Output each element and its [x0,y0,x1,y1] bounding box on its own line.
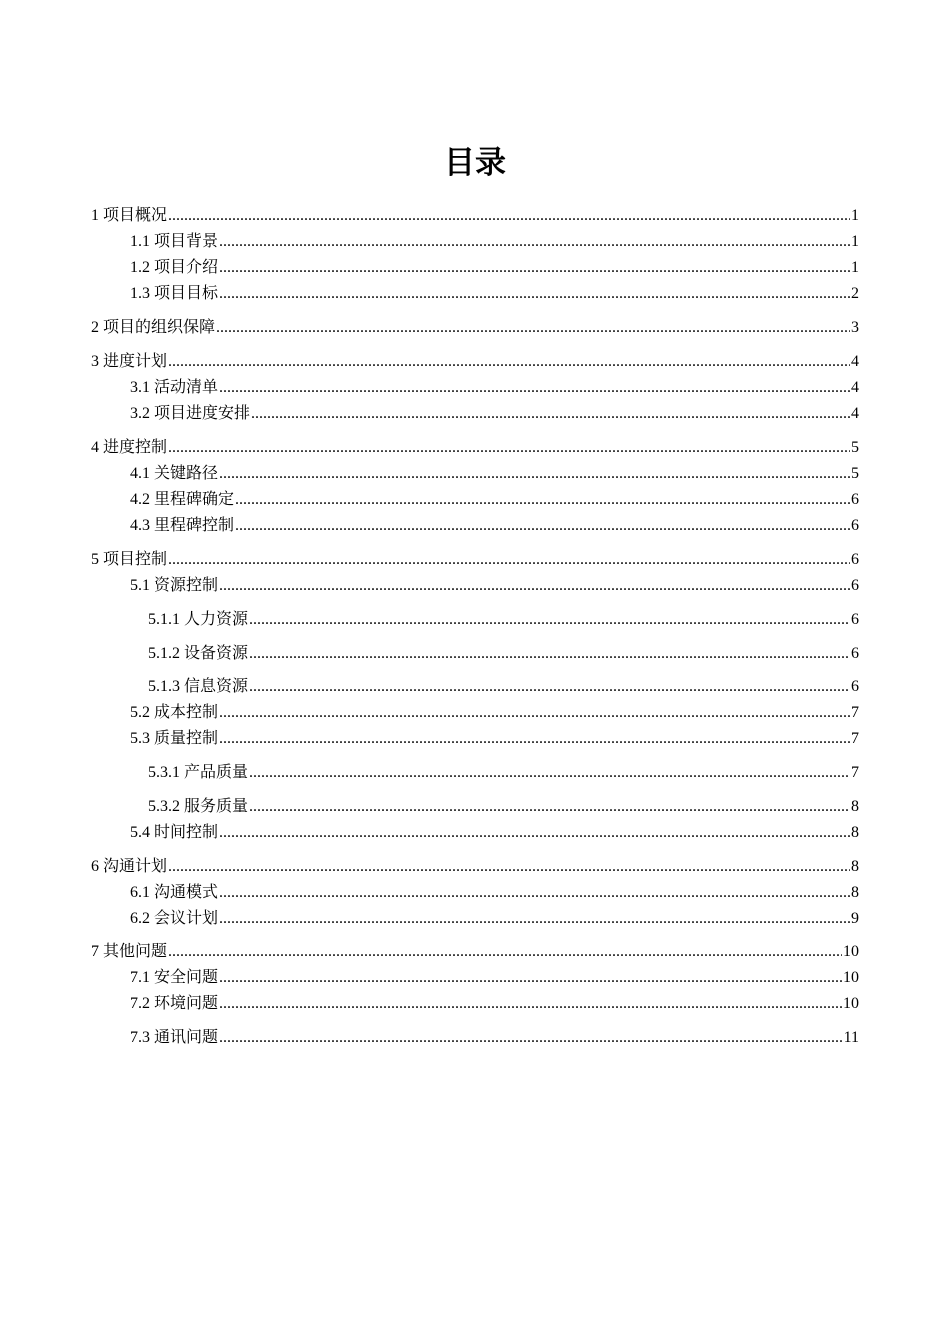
toc-leader-dots [219,823,850,843]
toc-entry[interactable] [130,378,859,398]
toc-entry-label: 7.1 安全问题 [130,969,219,986]
toc-entry-page-number: 4 [851,353,859,370]
toc-leader-dots [219,576,850,596]
toc-entry-label: 6 沟通计划 [91,858,168,875]
toc-entry-label: 4 进度控制 [91,439,168,456]
toc-entry-label: 5.4 时间控制 [130,824,219,841]
toc-entry-page-number: 8 [851,824,859,841]
toc-entry-label: 3.1 活动清单 [130,379,219,396]
toc-entry-page-number: 4 [851,405,859,422]
toc-leader-dots [168,550,850,570]
toc-entry-page-number: 6 [851,645,859,662]
toc-entry-page-number: 8 [851,798,859,815]
toc-entry-label: 6.2 会议计划 [130,910,219,927]
toc-leader-dots [168,857,850,877]
toc-leader-dots [219,883,850,903]
toc-leader-dots [251,404,850,424]
toc-entry-label: 5.3.2 服务质量 [148,798,249,815]
toc-entry-label: 3.2 项目进度安排 [130,405,251,422]
toc-entry-page-number: 2 [851,285,859,302]
toc-leader-dots [168,206,850,226]
toc-entry[interactable] [148,610,859,630]
toc-leader-dots [219,703,850,723]
toc-entry[interactable] [130,490,859,510]
toc-leader-dots [219,258,850,278]
toc-leader-dots [219,232,850,252]
toc-entry-page-number: 6 [851,517,859,534]
toc-leader-dots [168,438,850,458]
toc-entry-label: 1.3 项目目标 [130,285,219,302]
toc-entry[interactable] [130,883,859,903]
toc-entry[interactable] [91,206,859,226]
toc-entry-page-number: 11 [843,1029,859,1046]
toc-entry-page-number: 1 [851,233,859,250]
toc-entry-label: 4.2 里程碑确定 [130,491,235,508]
toc-entry-page-number: 6 [851,678,859,695]
toc-entry[interactable] [130,464,859,484]
toc-entry-label: 3 进度计划 [91,353,168,370]
toc-leader-dots [219,729,850,749]
toc-entry-page-number: 1 [851,207,859,224]
toc-entry-page-number: 1 [851,259,859,276]
toc-entry-label: 7.3 通讯问题 [130,1029,219,1046]
toc-entry-page-number: 7 [851,764,859,781]
toc-entry[interactable] [130,576,859,596]
toc-entry-page-number: 10 [843,943,859,960]
toc-entry[interactable] [91,942,859,962]
toc-entry-page-number: 10 [843,995,859,1012]
toc-entry[interactable] [91,550,859,570]
toc-leader-dots [219,464,850,484]
toc-leader-dots [249,797,850,817]
toc-leader-dots [219,1028,843,1048]
toc-entry-label: 5.2 成本控制 [130,704,219,721]
toc-entry-page-number: 3 [851,319,859,336]
toc-leader-dots [249,644,850,664]
toc-entry[interactable] [148,797,859,817]
toc-entry[interactable] [91,438,859,458]
toc-entry[interactable] [130,823,859,843]
toc-entry-page-number: 10 [843,969,859,986]
toc-entry[interactable] [130,729,859,749]
toc-entry-label: 1.1 项目背景 [130,233,219,250]
toc-entry[interactable] [130,516,859,536]
toc-leader-dots [249,763,850,783]
toc-entry-label: 4.3 里程碑控制 [130,517,235,534]
toc-entry-label: 5.1.3 信息资源 [148,678,249,695]
toc-entry-label: 6.1 沟通模式 [130,884,219,901]
toc-title: 目录 [444,145,506,181]
toc-entry-label: 7.2 环境问题 [130,995,219,1012]
toc-entry-page-number: 6 [851,611,859,628]
toc-leader-dots [249,610,850,630]
toc-entry-page-number: 6 [851,551,859,568]
toc-entry[interactable] [91,318,859,338]
toc-entry-page-number: 4 [851,379,859,396]
toc-entry[interactable] [148,677,859,697]
toc-entry-page-number: 5 [851,465,859,482]
toc-leader-dots [219,968,842,988]
toc-entry[interactable] [130,703,859,723]
toc-entry[interactable] [130,258,859,278]
toc-entry-page-number: 8 [851,858,859,875]
toc-leader-dots [219,284,850,304]
toc-entry-page-number: 6 [851,491,859,508]
toc-entry-page-number: 8 [851,884,859,901]
toc-entry-page-number: 6 [851,577,859,594]
toc-leader-dots [219,994,842,1014]
toc-entry-label: 2 项目的组织保障 [91,319,216,336]
toc-leader-dots [216,318,850,338]
toc-entry-label: 5.1.1 人力资源 [148,611,249,628]
toc-entry[interactable] [130,1028,859,1048]
toc-entry-page-number: 7 [851,704,859,721]
toc-leader-dots [249,677,850,697]
toc-entry[interactable] [91,352,859,372]
toc-entry[interactable] [130,404,859,424]
toc-entry[interactable] [130,232,859,252]
toc-leader-dots [168,942,842,962]
toc-leader-dots [235,516,850,536]
toc-entry-label: 5.3.1 产品质量 [148,764,249,781]
toc-entry-label: 5.1 资源控制 [130,577,219,594]
toc-entry-label: 1.2 项目介绍 [130,259,219,276]
toc-entry[interactable] [130,994,859,1014]
toc-leader-dots [219,909,850,929]
toc-entry-label: 5.3 质量控制 [130,730,219,747]
toc-leader-dots [235,490,850,510]
toc-entry-label: 7 其他问题 [91,943,168,960]
toc-entry-label: 5.1.2 设备资源 [148,645,249,662]
toc-entry[interactable] [130,968,859,988]
toc-leader-dots [219,378,850,398]
toc-entry[interactable] [148,763,859,783]
toc-entry[interactable] [91,857,859,877]
toc-entry[interactable] [148,644,859,664]
toc-entry[interactable] [130,909,859,929]
toc-entry-label: 4.1 关键路径 [130,465,219,482]
toc-entry-page-number: 7 [851,730,859,747]
toc-leader-dots [168,352,850,372]
toc-entry-page-number: 9 [851,910,859,927]
toc-entry-label: 1 项目概况 [91,207,168,224]
toc-entry[interactable] [130,284,859,304]
toc-entry-label: 5 项目控制 [91,551,168,568]
toc-entry-page-number: 5 [851,439,859,456]
